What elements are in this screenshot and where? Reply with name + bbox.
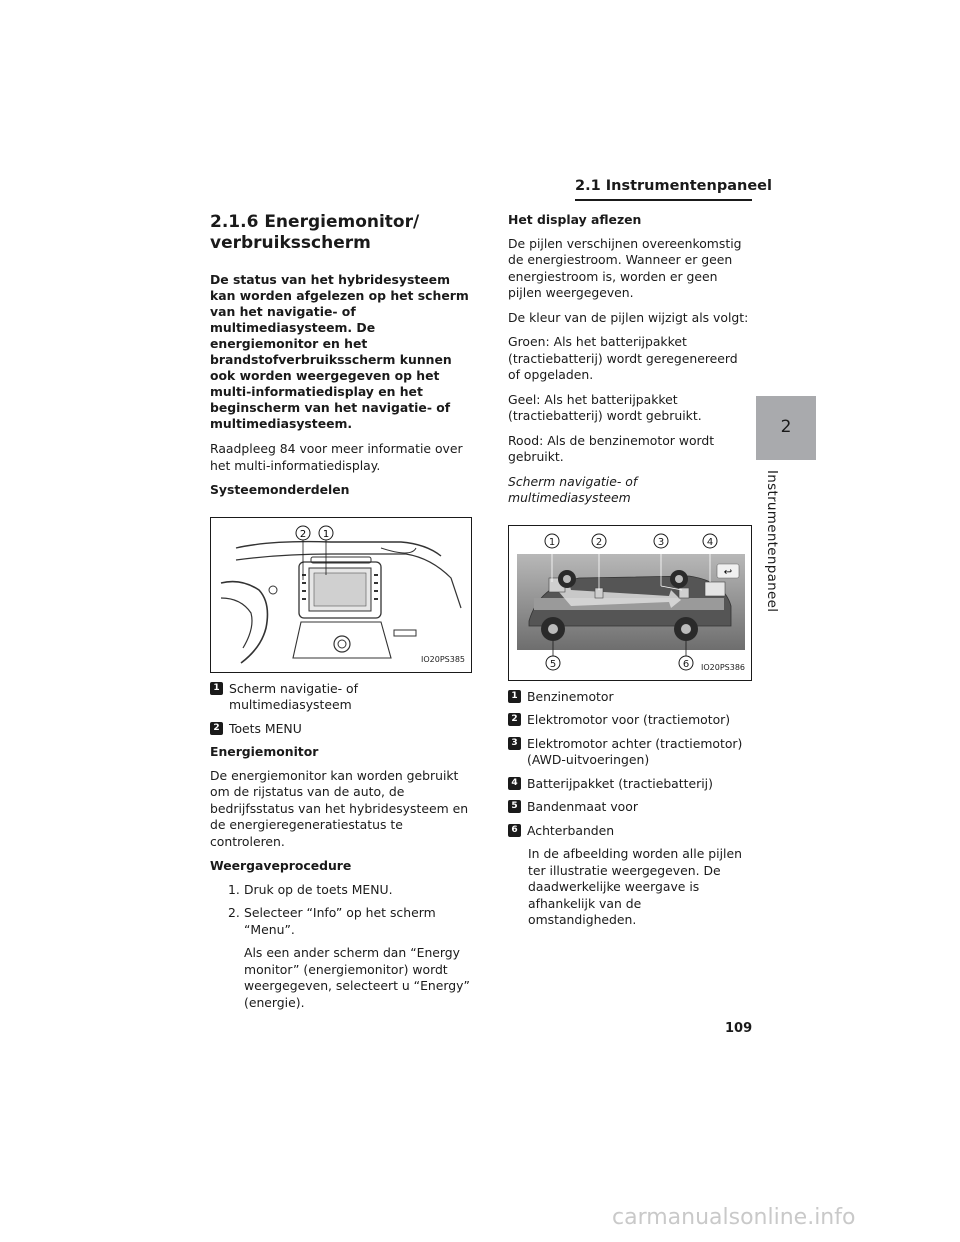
- intro-paragraph: De status van het hybridesysteem kan worden afgelezen op het scherm van het navigatie- of multimediasysteem. De energiemonitor en het brandstofverbruiksscherm kunnen ook worden weergegeven op het multi-informatiedisplay en het beginscherm van het navigatie- of multimediasysteem.: [210, 272, 469, 431]
- watermark: carmanualsonline.info: [612, 1205, 856, 1230]
- energy-monitor-illustration: [508, 525, 752, 681]
- procedure-step: [228, 905, 472, 938]
- legend-item: [210, 681, 472, 714]
- legend-item: [508, 689, 752, 706]
- legend-badge: 1: [508, 690, 521, 703]
- colors-intro: De kleur van de pijlen wijzigt als volgt:: [508, 309, 749, 325]
- legend-badge: 1: [210, 682, 223, 695]
- left-column: [210, 212, 472, 1018]
- reference-paragraph: Raadpleeg 84 voor meer informatie over het multi-informatiedisplay.: [210, 441, 463, 473]
- color-green: Groen: Als het batterijpakket (tractiebatterij) wordt geregenereerd of opgeladen.: [508, 334, 738, 382]
- legend-badge: 6: [508, 824, 521, 837]
- figure-code: IO20PS386: [700, 663, 745, 672]
- chapter-side-label: [760, 470, 784, 620]
- callout-5: 5: [549, 658, 557, 670]
- color-red: Rood: Als de benzinemotor wordt gebruikt.: [508, 432, 715, 464]
- energy-paragraph: De energiemonitor kan worden gebruikt om de rijstatus van de auto, de bedrijfsstatus van het hybridesysteem en de energieregeneratiestatus te controleren.: [210, 767, 469, 849]
- step-text: Druk op de toets MENU.: [244, 881, 393, 897]
- legend-badge: 4: [508, 777, 521, 790]
- back-button-icon: ↩: [723, 566, 733, 578]
- figure-code: IO20PS385: [420, 655, 465, 664]
- step-number: 1.: [228, 881, 240, 897]
- legend-text: Achterbanden: [527, 822, 615, 838]
- subheading-system-parts: Systeemonderdelen: [210, 482, 350, 497]
- header-rule: [575, 199, 752, 201]
- section-title-line2: verbruiksscherm: [210, 233, 371, 253]
- legend-item: [508, 823, 752, 840]
- legend-badge: 3: [508, 737, 521, 750]
- page-number: 109: [725, 1021, 753, 1036]
- illustration-note: In de afbeelding worden alle pijlen ter illustratie weergegeven. De daadwerkelijke weergave is afhankelijk van de omstandigheden.: [528, 846, 742, 927]
- dashboard-illustration: [210, 517, 472, 673]
- subheading-procedure: Weergaveprocedure: [210, 858, 352, 873]
- chapter-title: Instrumentenpaneel: [764, 470, 780, 613]
- callout-3: 3: [657, 536, 665, 548]
- color-yellow: Geel: Als het batterijpakket (tractiebatterij) wordt gebruikt.: [508, 391, 702, 423]
- running-header: 2.1 Instrumentenpaneel: [575, 178, 772, 194]
- energy-monitor-drawing: [509, 526, 752, 681]
- procedure-steps: [228, 882, 472, 939]
- callout-4: 4: [706, 536, 714, 548]
- callout-2: 2: [299, 528, 307, 540]
- legend-badge: 2: [508, 713, 521, 726]
- legend-text: Bandenmaat voor: [527, 799, 638, 814]
- legend-badge: 2: [210, 722, 223, 735]
- legend-item: [508, 799, 752, 816]
- section-title-line1: 2.1.6 Energiemonitor/: [210, 212, 420, 232]
- legend-text: Elektromotor voor (tractiemotor): [527, 712, 731, 727]
- legend-text: Batterijpakket (tractiebatterij): [527, 775, 713, 791]
- step-number: 2.: [228, 905, 240, 920]
- legend-text: Scherm navigatie- of multimediasysteem: [229, 680, 358, 712]
- legend-text: Toets MENU: [229, 720, 302, 736]
- legend-text: Elektromotor achter (tractiemotor) (AWD-uitvoeringen): [527, 735, 743, 767]
- legend-item: [508, 736, 752, 769]
- subheading-energy-monitor: Energiemonitor: [210, 744, 319, 759]
- legend-item: [210, 721, 472, 738]
- step-text: Selecteer “Info” op het scherm “Menu”.: [244, 905, 436, 937]
- dashboard-drawing: [211, 518, 472, 673]
- legend-item: [508, 712, 752, 729]
- subheading-reading-display: Het display aflezen: [508, 212, 642, 227]
- arrows-paragraph: De pijlen verschijnen overeenkomstig de energiestroom. Wanneer er geen energiestroom is, worden er geen pijlen weergegeven.: [508, 235, 742, 300]
- figure-caption: Scherm navigatie- of multimediasysteem: [508, 473, 638, 505]
- callout-2: 2: [595, 536, 603, 548]
- legend-item: [508, 776, 752, 793]
- callout-1: 1: [548, 536, 556, 548]
- section-title: [210, 212, 472, 254]
- step-note: Als een ander scherm dan “Energy monitor” (energiemonitor) wordt weergegeven, selecteert u “Energy” (energie).: [244, 945, 470, 1010]
- callout-6: 6: [682, 658, 690, 670]
- right-column: [508, 212, 752, 937]
- legend-badge: 5: [508, 800, 521, 813]
- procedure-step: [228, 882, 472, 899]
- legend-text: Benzinemotor: [527, 688, 614, 704]
- callout-1: 1: [322, 528, 330, 540]
- chapter-number: 2: [780, 417, 792, 437]
